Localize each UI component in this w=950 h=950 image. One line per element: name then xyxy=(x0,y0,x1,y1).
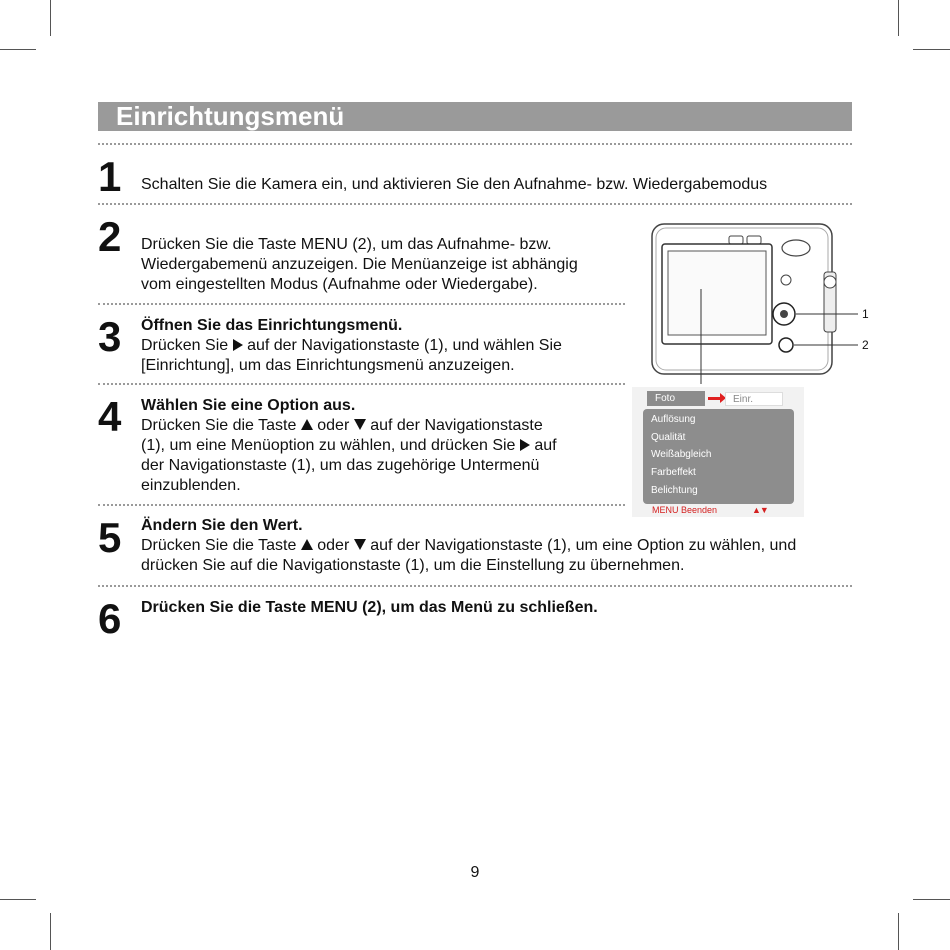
crop-mark xyxy=(913,49,950,50)
step-line: Drücken Sie die Taste MENU (2), um das Aufnahme- bzw. xyxy=(141,236,552,253)
menu-item: Auflösung xyxy=(651,414,696,425)
step-line: Drücken Sie die Taste oder auf der Navigationstaste xyxy=(141,417,543,434)
page-number: 9 xyxy=(470,864,480,881)
tab-foto: Foto xyxy=(647,391,705,406)
step-number: 6 xyxy=(98,595,122,642)
nav-right-icon xyxy=(520,439,530,451)
crop-mark xyxy=(0,899,36,900)
menu-footer: MENU Beenden xyxy=(652,505,718,515)
crop-mark xyxy=(50,0,51,36)
divider xyxy=(98,585,852,587)
step-line: einzublenden. xyxy=(141,477,241,494)
camera-back-icon xyxy=(626,214,874,384)
step-number: 3 xyxy=(98,313,122,360)
crop-mark xyxy=(913,899,950,900)
step-line: [Einrichtung], um das Einrichtungsmenü anzuzeigen. xyxy=(141,357,515,374)
divider xyxy=(98,504,625,506)
nav-up-icon xyxy=(301,539,313,550)
step-heading: Ändern Sie den Wert. xyxy=(141,517,303,534)
up-down-arrows-icon: ▲▼ xyxy=(752,505,768,515)
menu-item: Farbeffekt xyxy=(651,467,696,478)
nav-down-icon xyxy=(354,419,366,430)
camera-illustration xyxy=(626,214,874,384)
step-number: 1 xyxy=(98,153,122,200)
step-heading: Öffnen Sie das Einrichtungsmenü. xyxy=(141,317,403,334)
arrow-right-icon xyxy=(708,397,720,400)
step-heading: Wählen Sie eine Option aus. xyxy=(141,397,356,414)
step-line: Drücken Sie die Taste oder auf der Navigationstaste (1), um eine Option zu wählen, und xyxy=(141,537,797,554)
crop-mark xyxy=(50,913,51,950)
step-line: Schalten Sie die Kamera ein, und aktivieren Sie den Aufnahme- bzw. Wiedergabemodus xyxy=(141,176,768,193)
step-number: 4 xyxy=(98,393,122,440)
step-text xyxy=(141,598,598,618)
callout-2: 2 xyxy=(862,338,869,352)
step-text xyxy=(141,516,796,576)
step-number: 5 xyxy=(98,514,122,561)
step-number: 2 xyxy=(98,213,122,260)
crop-mark xyxy=(0,49,36,50)
divider xyxy=(98,143,852,145)
step-text xyxy=(141,235,578,295)
menu-screenshot xyxy=(632,387,804,517)
divider xyxy=(98,383,625,385)
menu-item: Belichtung xyxy=(651,485,698,496)
page-title: Einrichtungsmenü xyxy=(116,101,345,131)
callout-1: 1 xyxy=(862,307,869,321)
step-line: der Navigationstaste (1), um das zugehörige Untermenü xyxy=(141,457,540,474)
menu-item: Qualität xyxy=(651,432,686,443)
step-line: Wiedergabemenü anzuzeigen. Die Menüanzeige ist abhängig xyxy=(141,256,578,273)
step-line: (1), um eine Menüoption zu wählen, und drücken Sie auf xyxy=(141,437,557,454)
divider xyxy=(98,303,625,305)
nav-down-icon xyxy=(354,539,366,550)
crop-mark xyxy=(898,913,899,950)
divider xyxy=(98,203,852,205)
tab-einr: Einr. xyxy=(725,392,783,406)
section-title-bar xyxy=(98,102,852,131)
step-line: vom eingestellten Modus (Aufnahme oder Wiedergabe). xyxy=(141,276,538,293)
step-text xyxy=(141,396,557,496)
menu-list xyxy=(643,409,794,504)
crop-mark xyxy=(898,0,899,36)
nav-up-icon xyxy=(301,419,313,430)
step-heading: Drücken Sie die Taste MENU (2), um das Menü zu schließen. xyxy=(141,599,598,616)
step-line: drücken Sie auf die Navigationstaste (1), um die Einstellung zu übernehmen. xyxy=(141,557,685,574)
menu-item: Weißabgleich xyxy=(651,449,712,460)
step-line: Drücken Sie auf der Navigationstaste (1), und wählen Sie xyxy=(141,337,562,354)
nav-right-icon xyxy=(233,339,243,351)
step-text xyxy=(141,316,562,376)
step-text xyxy=(141,175,767,195)
